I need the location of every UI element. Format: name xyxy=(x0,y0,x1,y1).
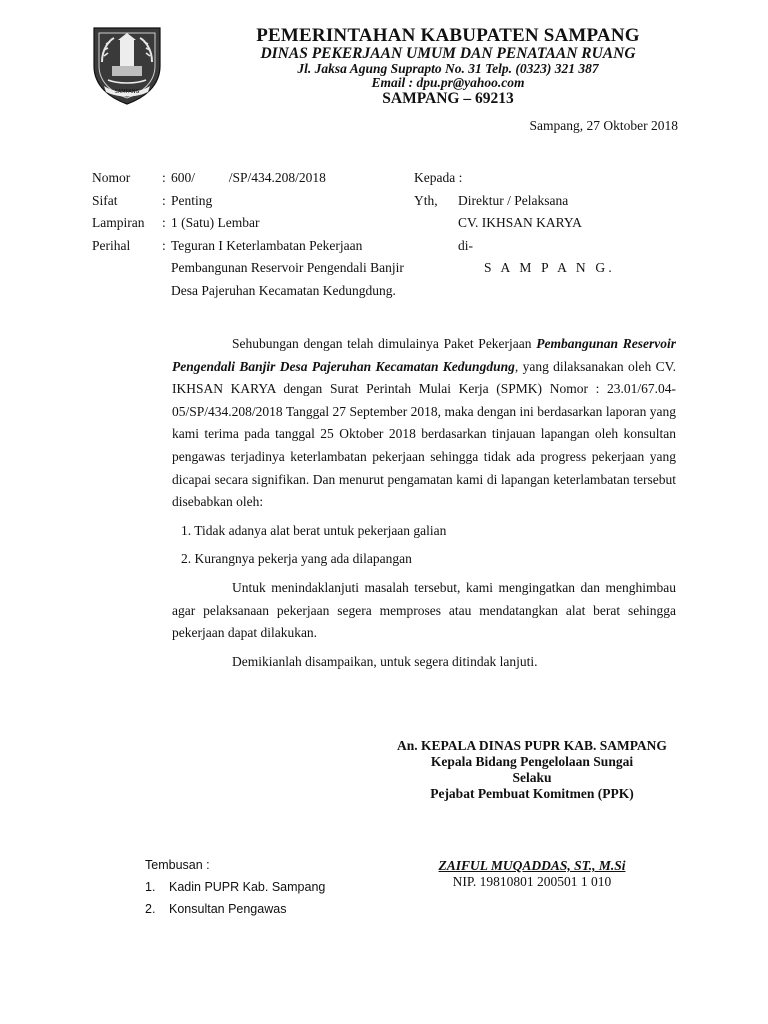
tembusan-block xyxy=(145,858,325,924)
sifat-colon: : xyxy=(162,192,166,208)
recipient-kepada: Kepada : xyxy=(414,170,463,185)
body-paragraph-1 xyxy=(172,333,676,514)
tembusan-item-text: Konsultan Pengawas xyxy=(169,902,287,916)
body-paragraph-3: Demikianlah disampaikan, untuk segera ditindak lanjuti. xyxy=(232,653,538,669)
signature-line-1: An. KEPALA DINAS PUPR KAB. SAMPANG xyxy=(397,738,667,753)
perihal-line-1: Teguran I Keterlambatan Pekerjaan xyxy=(171,237,363,253)
signature-block xyxy=(376,738,688,802)
nomor-value: 600/ /SP/434.208/2018 xyxy=(171,170,326,185)
tembusan-item-number: 2. xyxy=(145,902,156,916)
signatory xyxy=(376,858,688,890)
signature-line-2: Kepala Bidang Pengelolaan Sungai xyxy=(430,754,634,769)
perihal-colon: : xyxy=(162,237,166,253)
lampiran-label: Lampiran xyxy=(92,215,145,230)
sifat-value: Penting xyxy=(171,192,213,208)
signature-line-4: Pejabat Pembuat Komitmen (PPK) xyxy=(430,786,634,801)
letter-date: Sampang, 27 Oktober 2018 xyxy=(529,118,678,133)
letterhead-address: Jl. Jaksa Agung Suprapto No. 31 Telp. (0323) 321 387 xyxy=(297,61,599,77)
p1-start: Sehubungan dengan telah dimulainya Paket Pekerjaan xyxy=(232,336,537,351)
causes-list xyxy=(172,520,676,571)
tembusan-title: Tembusan : xyxy=(145,858,210,872)
tembusan-item-number: 1. xyxy=(145,880,156,894)
letterhead-email: Email : dpu.pr@yahoo.com xyxy=(371,75,525,91)
list-item: 1. Tidak adanya alat berat untuk pekerjaan galian xyxy=(181,522,447,538)
nomor-colon: : xyxy=(162,170,166,185)
signatory-name: ZAIFUL MUQADDAS, ST., M.Si xyxy=(438,858,626,873)
letterhead-city: SAMPANG – 69213 xyxy=(382,89,514,107)
perihal-label: Perihal xyxy=(92,237,131,253)
p1-end: , yang dilaksanakan oleh CV. IKHSAN KARYA dengan Surat Perintah Mulai Kerja (SPMK) Nomor : 23.01/67.04-05/SP/434.208/2018 Tanggal 27 September 2018, maka dengan ini berdasarkan laporan yang kami terima pada tanggal 25 Oktober 2018 berdasarkan tinjauan lapangan oleh konsultan pengawas terjadinya keterlambatan pekerjaan sehingga tidak ada progress pekerjaan yang dicapai secara signifikan. Dan menurut pengamatan kami di lapangan keterlambatan tersebut disebabkan oleh: xyxy=(172,358,676,510)
p1-project-name: Pembangunan Reservoir Pengendali Banjir Desa Pajeruhan Kecamatan Kedungdung xyxy=(172,336,677,374)
body-paragraph-2: Untuk menindaklanjuti masalah tersebut, kami mengingatkan dan menghimbau agar pelaksanaan pekerjaan segera memproses atau mendatangkan alat berat sehingga pekerjaan dapat dilakukan. xyxy=(172,579,676,641)
nomor-label: Nomor xyxy=(92,170,131,185)
letter-body xyxy=(172,333,676,673)
lampiran-colon: : xyxy=(162,215,166,230)
recipient-line-2: CV. IKHSAN KARYA xyxy=(458,215,582,230)
signatory-nip: NIP. 19810801 200501 1 010 xyxy=(452,874,612,889)
lampiran-value: 1 (Satu) Lembar xyxy=(171,215,260,230)
recipient-line-1: Direktur / Pelaksana xyxy=(458,192,569,208)
letterhead-department: DINAS PEKERJAAN UMUM DAN PENATAAN RUANG xyxy=(260,44,636,62)
perihal-line-3: Desa Pajeruhan Kecamatan Kedungdung. xyxy=(171,282,396,298)
recipient-line-3: di- xyxy=(458,237,473,253)
tembusan-item xyxy=(145,902,325,924)
regency-emblem-logo xyxy=(90,22,164,106)
perihal-line-2: Pembangunan Reservoir Pengendali Banjir xyxy=(171,260,404,275)
sifat-label: Sifat xyxy=(92,192,118,208)
letterhead-government: PEMERINTAHAN KABUPATEN SAMPANG xyxy=(256,25,640,46)
letterhead xyxy=(168,26,728,107)
recipient-yth: Yth, xyxy=(414,192,438,208)
tembusan-item xyxy=(145,880,325,902)
signature-line-3: Selaku xyxy=(512,770,552,785)
svg-text:SAMPANG: SAMPANG xyxy=(114,89,140,95)
recipient-line-4: S A M P A N G. xyxy=(484,260,615,275)
list-item: 2. Kurangnya pekerja yang ada dilapangan xyxy=(181,551,412,567)
tembusan-item-text: Kadin PUPR Kab. Sampang xyxy=(169,880,326,894)
